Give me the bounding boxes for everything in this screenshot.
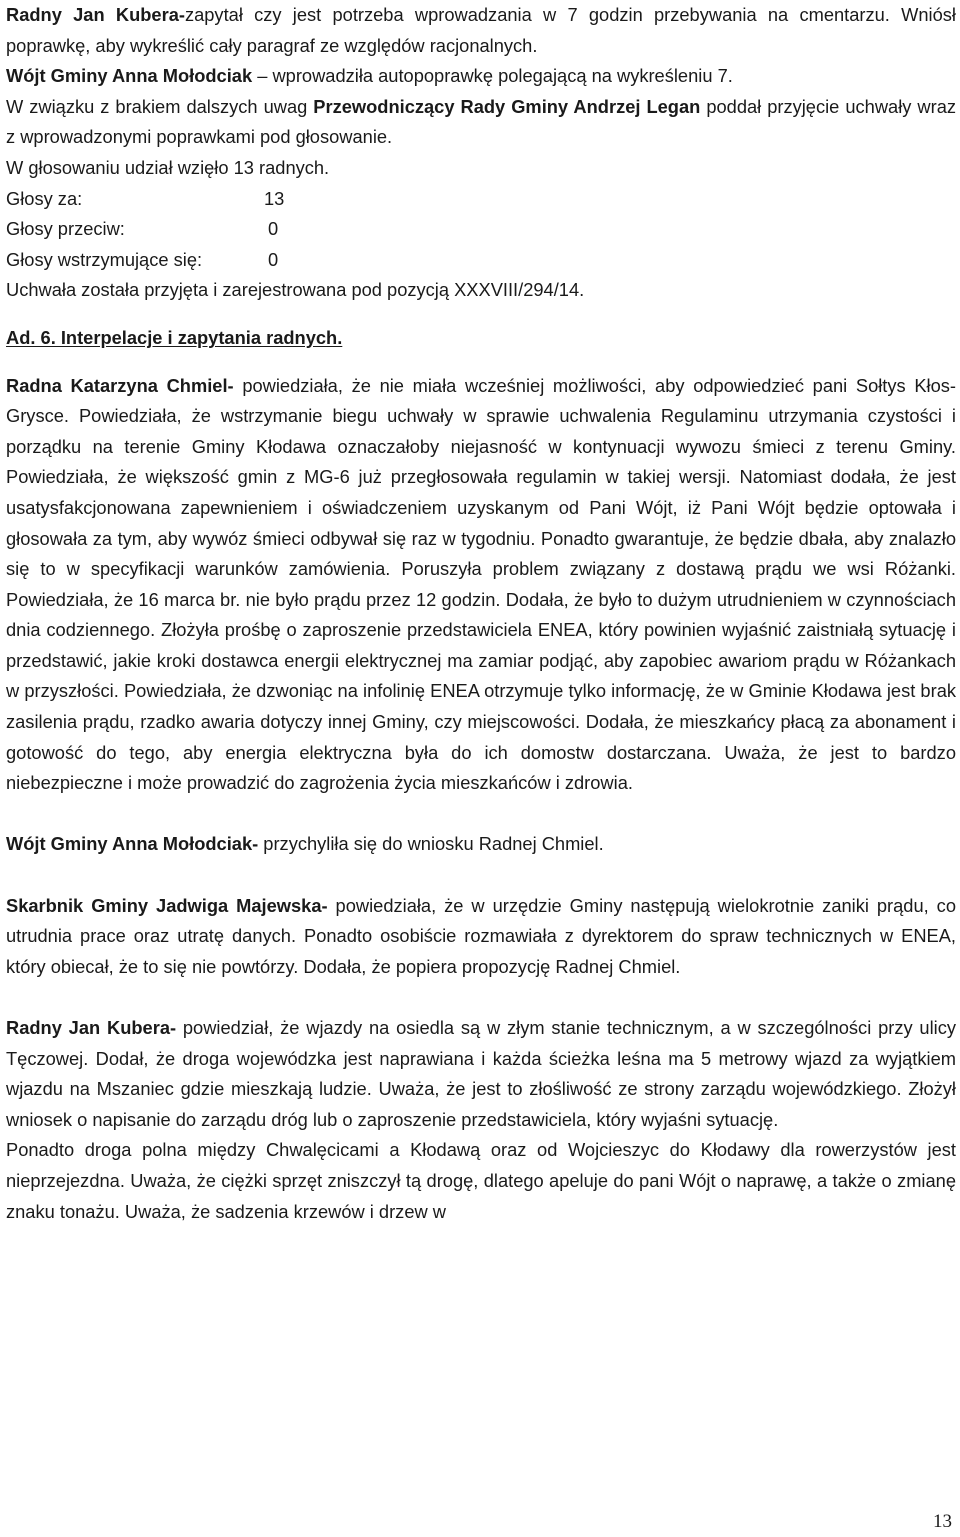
paragraph-wojt-autopoprawka bbox=[6, 61, 956, 92]
speaker-name: Radny Jan Kubera- bbox=[6, 1017, 177, 1038]
vote-participation: W głosowaniu udział wzięło 13 radnych. bbox=[6, 156, 330, 178]
speaker-name: Radna Katarzyna Chmiel- bbox=[6, 374, 234, 396]
vote-result: Uchwała została przyjęta i zarejestrowana pod pozycją XXXVIII/294/14. bbox=[6, 279, 585, 301]
paragraph-chmiel bbox=[6, 371, 956, 799]
vote-for-label: Głosy za: bbox=[6, 187, 83, 209]
paragraph-kubera-cycle-road: Ponadto droga polna między Chwalęcicami a Kłodawą oraz od Wojcieszyc do Kłodawy dla rowerzystów jest nieprzejezdna. Uważa, że ciężki sprzęt zniszczył tą drogę, dlatego apeluje do pani Wójt o naprawę, a także o zmianę znaku tonażu. Uważa, że sadzenia krzewów i drzew w bbox=[6, 1139, 956, 1222]
document-page bbox=[6, 0, 956, 1227]
paragraph-text: – wprowadziła autopoprawkę polegającą na wykreśleniu 7. bbox=[252, 65, 733, 87]
paragraph-text: powiedział, że wjazdy na osiedla są w złym stanie technicznym, a w szczególności przy ulicy Tęczowej. Dodał, że droga wojewódzka jest naprawiana i każda ścieżka leśna ma 5 metrowy wjazd za wyjątkiem wjazdu na Mszaniec gdzie mieszkają ludzie. Uważa, że jest to złośliwość ze strony zarządu wojewódzkiego. Złożył wniosek o napisanie do zarządu dróg lub o zaproszenie przedstawiciela, który wyjaśni sytuację. bbox=[6, 1017, 956, 1130]
speaker-name: Przewodniczący Rady Gminy Andrzej Legan bbox=[313, 95, 701, 117]
paragraph-text: powiedziała, że w urzędzie Gminy następują wielokrotnie zaniki prądu, co utrudnia prace oraz utratę danych. Ponadto osobiście rozmawiała z dyrektorem do spraw technicznych w ENEA, który obiecał, że to się nie powtórzy. Dodała, że popiera propozycję Radnej Chmiel. bbox=[6, 894, 956, 977]
paragraph-majewska bbox=[6, 891, 956, 983]
vote-for-value: 13 bbox=[264, 187, 285, 209]
paragraph-kubera-cemetery bbox=[6, 0, 956, 61]
paragraph-text-post: poddał przyjęcie uchwały wraz z wprowadzonymi poprawkami pod głosowanie. bbox=[6, 95, 956, 148]
vote-abstain-value: 0 bbox=[268, 248, 279, 270]
section-heading: Ad. 6. Interpelacje i zapytania radnych. bbox=[6, 326, 343, 348]
paragraph-text: przychyliła się do wniosku Radnej Chmiel. bbox=[258, 833, 604, 855]
paragraph-text: zapytał czy jest potrzeba wprowadzania w 7 godzin przebywania na cmentarzu. Wniósł poprawkę, aby wykreślić cały paragraf ze względów racjonalnych. bbox=[6, 4, 956, 56]
paragraph-legan-vote bbox=[6, 92, 956, 153]
vote-for-row bbox=[6, 184, 956, 215]
page-number: 13 bbox=[933, 1511, 952, 1532]
vote-against-value: 0 bbox=[268, 218, 279, 240]
speaker-name: Wójt Gminy Anna Mołodciak bbox=[6, 65, 253, 87]
speaker-name: Radny Jan Kubera- bbox=[6, 4, 185, 25]
vote-abstain-label: Głosy wstrzymujące się: bbox=[6, 248, 203, 270]
speaker-name: Skarbnik Gminy Jadwiga Majewska- bbox=[6, 894, 328, 916]
paragraph-text-pre: W związku z brakiem dalszych uwag bbox=[6, 95, 314, 117]
vote-against-row bbox=[6, 214, 956, 245]
paragraph-kubera-roads bbox=[6, 1013, 956, 1135]
speaker-name: Wójt Gminy Anna Mołodciak- bbox=[6, 833, 259, 855]
vote-against-label: Głosy przeciw: bbox=[6, 218, 125, 240]
paragraph-wojt-response bbox=[6, 829, 956, 860]
paragraph-text: powiedziała, że nie miała wcześniej możliwości, aby odpowiedzieć pani Sołtys Kłos- Grysce. Powiedziała, że wstrzymanie biegu uchwały w sprawie uchwalenia Regulaminu utrzymania czystości i porządku na terenie Gminy Kłodawa oznaczałoby niejasność w kontynuacji wywozu śmieci z terenu Gminy. Powiedziała, że większość gmin z MG-6 już przegłosowała regulamin w takiej wersji. Natomiast dodała, że jest usatysfakcjonowana zapewnieniem i oświadczeniem uzyskanym od Pani Wójt, iż Pani Wójt będzie optowała i głosowała za tym, aby wywóz śmieci odbywał się raz w tygodniu. Ponadto gwarantuje, że będzie dbała, aby znalazło się to w specyfikacji warunków zamówienia. Poruszyła problem związany z dostawą prądu we wsi Różanki. Powiedziała, że 16 marca br. nie było prądu przez 12 godzin. Dodała, że było to dużym utrudnieniem w czynnościach dnia codziennego. Złożyła prośbę o zaproszenie przedstawiciela ENEA, który powinien wyjaśnić zaistniałą sytuację i przedstawić, jakie kroki dostawca energii elektrycznej ma zamiar podjąć, aby zapobiec awariom prądu w Różankach w przyszłości. Powiedziała, że dzwoniąc na infolinię ENEA otrzymuje tylko informację, że w Gminie Kłodawa jest brak zasilenia prądu, rzadko awaria dotyczy innej Gminy, czy miejscowości. Dodała, że mieszkańcy płacą za abonament i gotowość do tego, aby energia elektryczna była do ich domostw dostarczana. Uważa, że jest to bardzo niebezpieczne i może prowadzić do zagrożenia życia mieszkańców i zdrowia. bbox=[6, 374, 956, 794]
vote-abstain-row bbox=[6, 245, 956, 276]
